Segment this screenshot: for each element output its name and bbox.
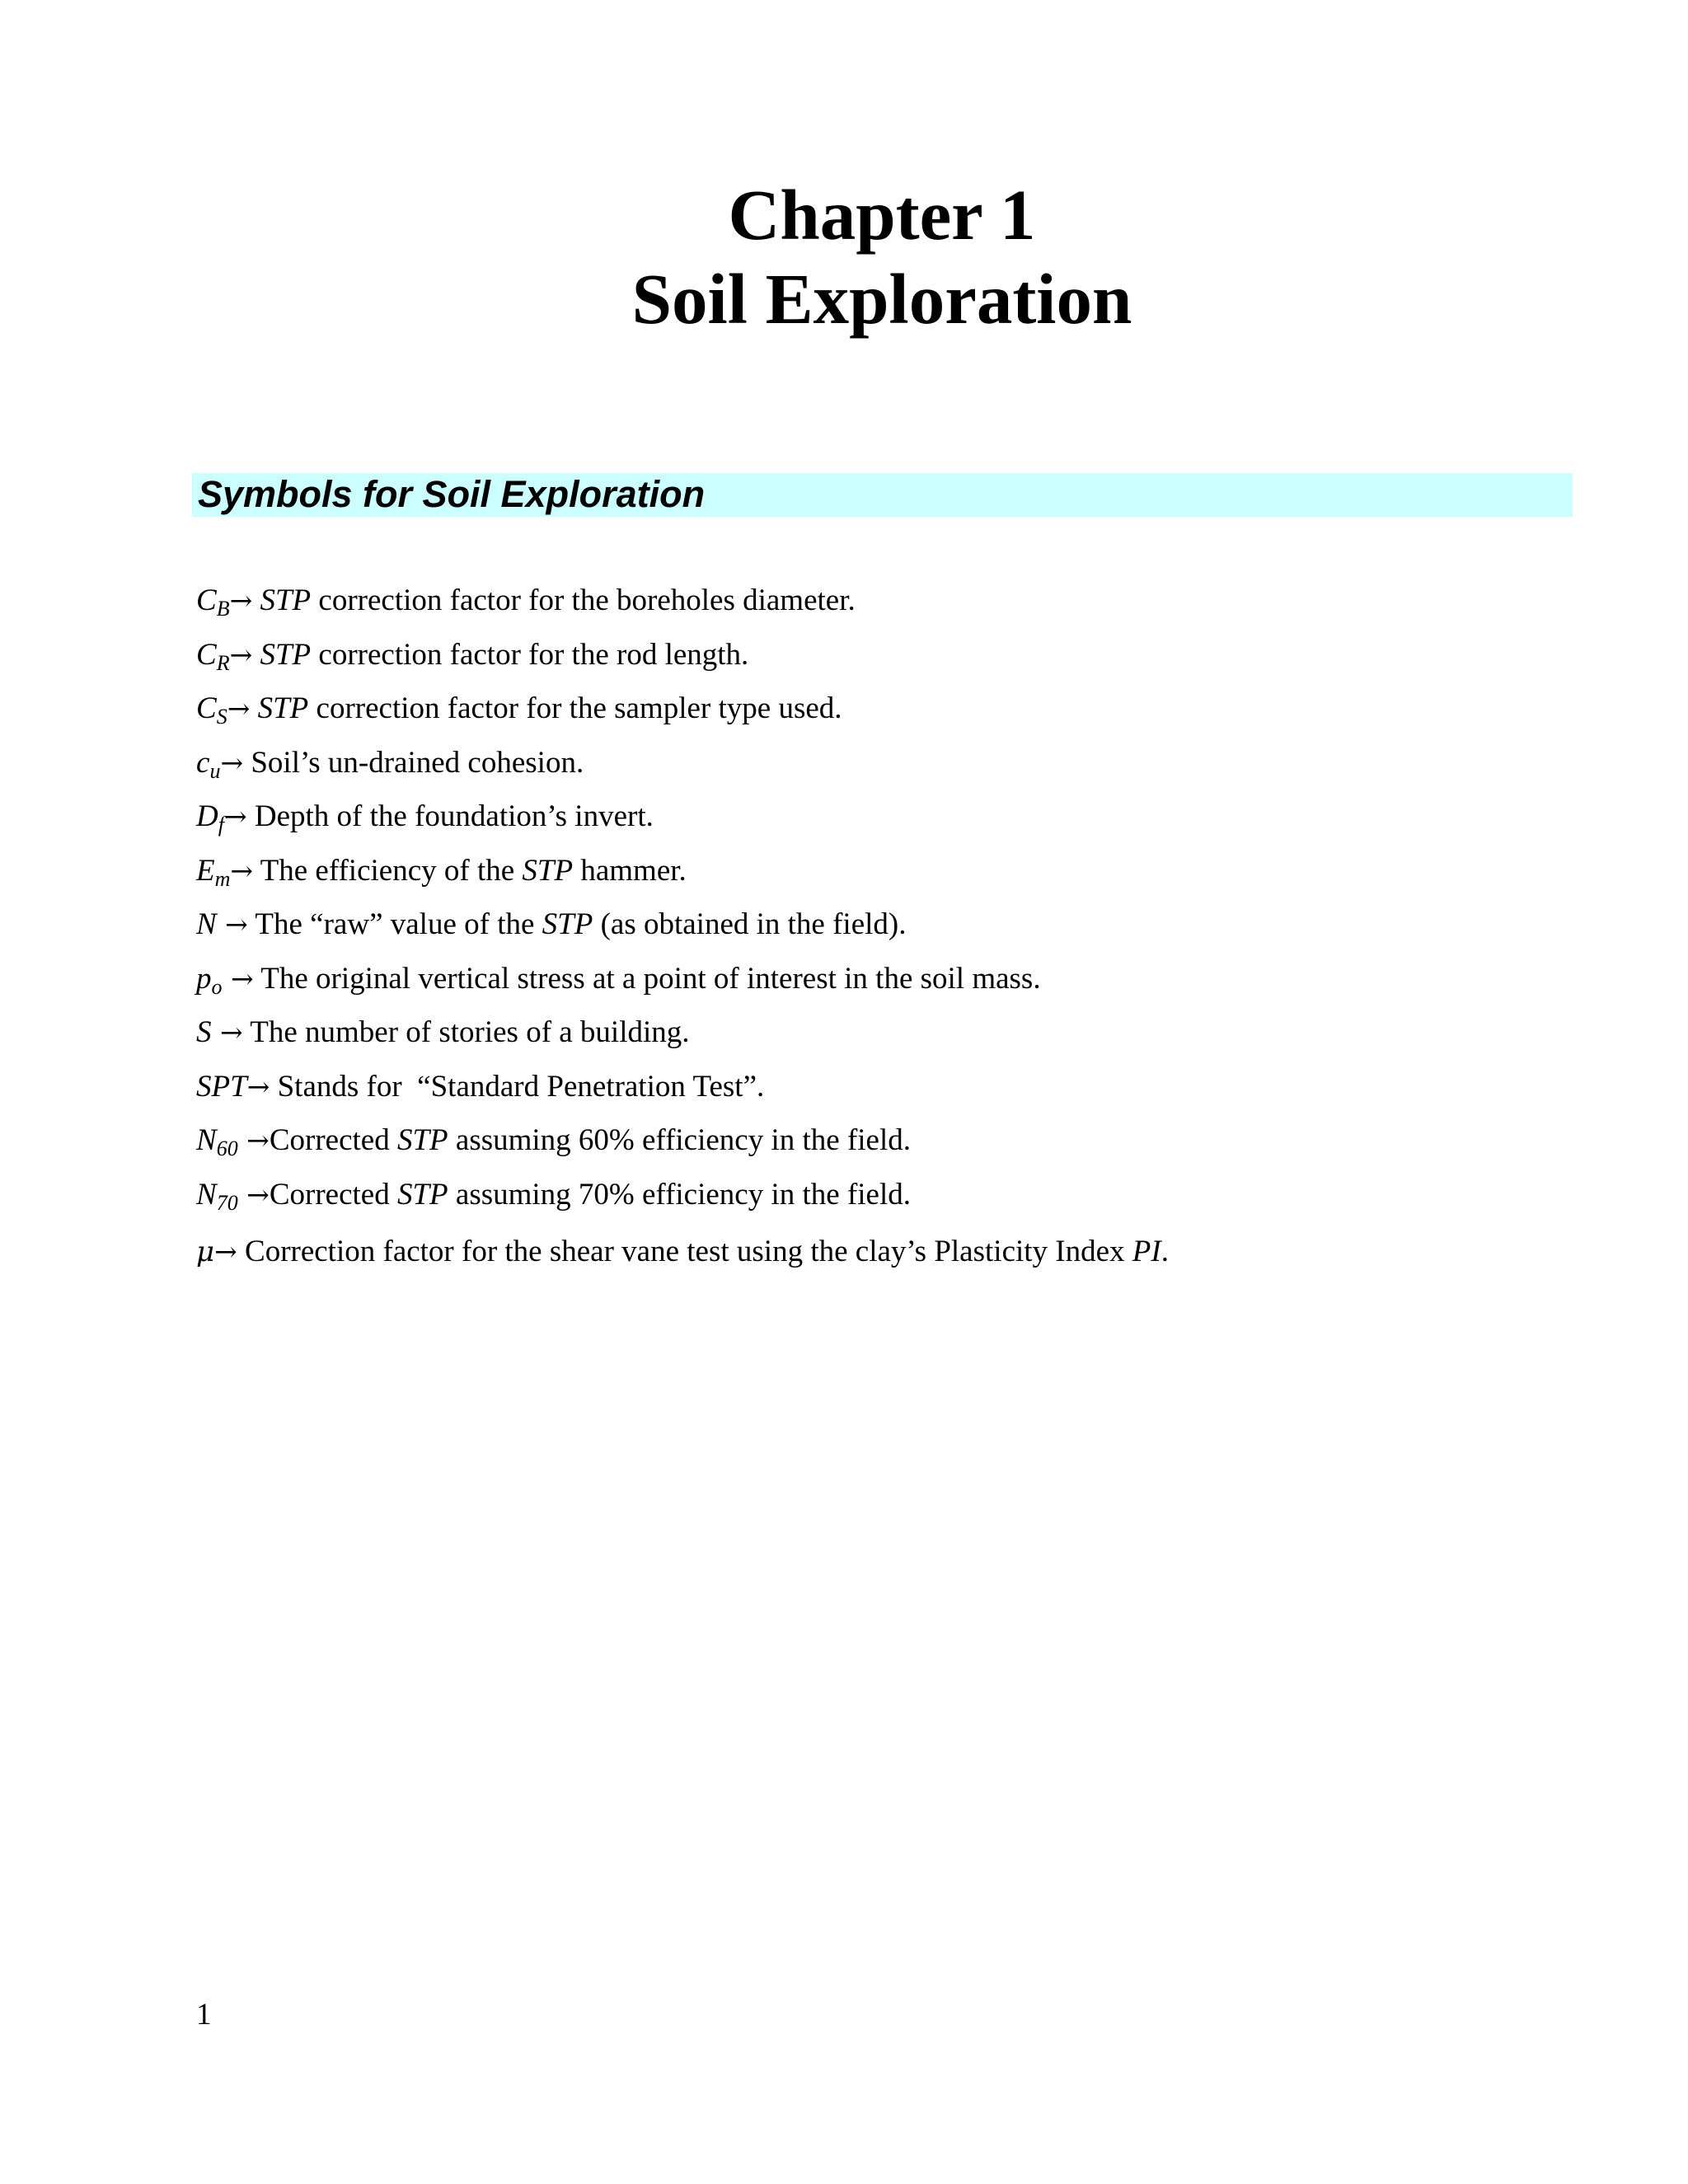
symbol: $N_{70}$ <box>196 1177 238 1215</box>
arrow-icon: → <box>227 692 251 724</box>
symbol: $p_o$ <box>196 961 223 999</box>
chapter-number: Chapter 1 <box>728 175 1036 255</box>
symbol: S <box>196 1015 212 1049</box>
symbol: $E_m$ <box>196 853 231 891</box>
symbol-row: $C_B\to$ STP correction factor for the boreholes diameter. <box>196 583 856 621</box>
symbol-list <box>196 574 1597 1279</box>
arrow-icon: → <box>237 1124 270 1156</box>
symbol: $N_{60}$ <box>196 1123 238 1160</box>
arrow-icon: → <box>214 1235 237 1268</box>
symbol-row: $C_S\to$ STP correction factor for the sampler type used. <box>196 691 842 729</box>
section-heading: Symbols for Soil Exploration <box>198 473 706 515</box>
page-number: 1 <box>196 1998 212 2032</box>
symbol: SPT <box>196 1069 247 1104</box>
symbol-row: $E_m\to$ The efficiency of the STP hammer. <box>196 853 687 891</box>
symbol: $C_R$ <box>196 637 230 675</box>
symbol: N <box>196 907 217 941</box>
symbol: μ <box>196 1235 215 1268</box>
symbol: $C_S$ <box>196 691 227 729</box>
arrow-icon: → <box>211 1016 243 1048</box>
arrow-icon: → <box>237 1178 270 1211</box>
symbol: $C_B$ <box>196 583 230 621</box>
symbol-row: $C_R\to$ STP correction factor for the rod length. <box>196 637 749 675</box>
symbol-row: μ→ Correction factor for the shear vane test using the clay’s Plasticity Index PI. <box>196 1235 1169 1268</box>
symbol-row: $N_{60}$ →Corrected STP assuming 60% efficiency in the field. <box>196 1123 911 1160</box>
symbol-row: $p_o$ → The original vertical stress at a point of interest in the soil mass. <box>196 961 1041 999</box>
arrow-icon: → <box>230 854 254 887</box>
chapter-title <box>0 173 1688 341</box>
symbol-row: $N_{70}$ →Corrected STP assuming 70% efficiency in the field. <box>196 1177 911 1215</box>
chapter-name: Soil Exploration <box>631 259 1132 339</box>
arrow-icon: → <box>222 962 254 995</box>
symbol-row: SPT→ Stands for “Standard Penetration Test”. <box>196 1069 765 1104</box>
symbol-row: $c_u\to$ Soil’s un-drained cohesion. <box>196 745 584 783</box>
symbol: $c_u$ <box>196 745 221 783</box>
symbol-row: S → The number of stories of a building. <box>196 1015 690 1049</box>
arrow-icon: → <box>216 908 248 940</box>
arrow-icon: → <box>229 584 253 616</box>
arrow-icon: → <box>229 638 253 671</box>
symbol: $D_f$ <box>196 799 224 837</box>
symbol-row: N → The “raw” value of the STP (as obtained in the field). <box>196 907 907 941</box>
symbol-row: $D_f\to$ Depth of the foundation’s invert. <box>196 799 654 837</box>
arrow-icon: → <box>220 746 244 779</box>
arrow-icon: → <box>223 800 247 832</box>
arrow-icon: → <box>246 1070 270 1103</box>
